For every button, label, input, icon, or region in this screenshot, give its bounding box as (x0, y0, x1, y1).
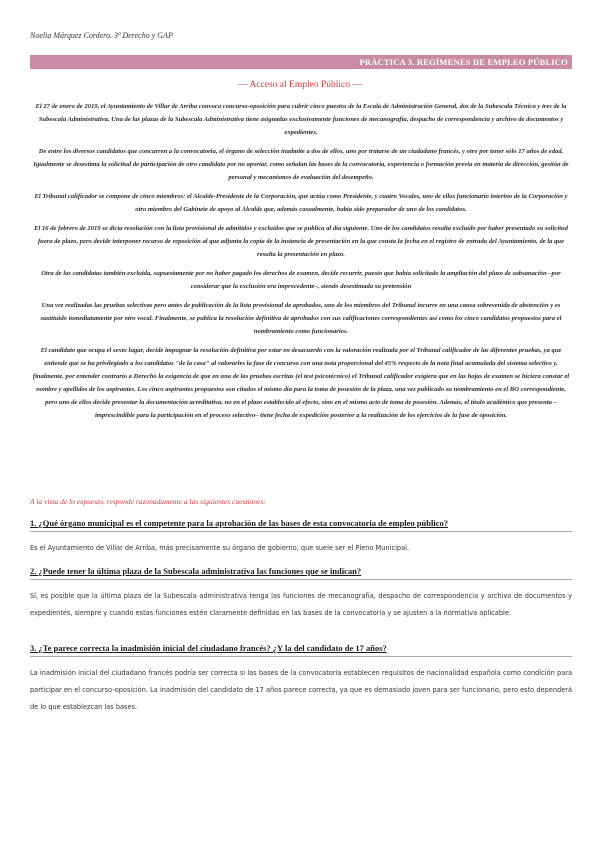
divider (30, 579, 572, 580)
question-title: 3. ¿Te parece correcta la inadmisión inicial del ciudadano francés? ¿Y la del candidato de 17 años? (30, 643, 387, 653)
question-title: 2. ¿Puede tener la última plaza de la Subescala administrativa las funciones que se indican? (30, 566, 362, 576)
case-paragraph: El candidato que ocupa el sexto lugar, decide impugnar la resolución definitiva por estar en desacuerdo con la valoración realizada por el Tribunal calificador de las diferentes pruebas, ya que entiende que se ha privilegiado a los candidatos "de la casa" al valorarles la fase de concurso con una nota proporcional del 45% respecto de la nota final acumulada del sistema selectivo y, finalmente, por entender contrario a Derecho la exigencia de que en una de las pruebas escritas (el test psicotécnico) el Tribunal calificador exigiera que en las hojas de examen se hiciera constar el nombre y apellidos de los aspirantes. Los cinco aspirantes propuestos son citados el mismo día para la toma de posesión de la plaza, una vez publicado su nombramiento en el BO correspondiente, pero uno de ellos decide presentar la documentación acreditativa, no en el plazo establecido al efecto, sino en el mismo acto de toma de posesión. Además, el título académico que presenta –imprescindible para la participación en el proceso selectivo– tiene fecha de expedición posterior a la realización de los ejercicios de la fase de oposición. (32, 347, 570, 419)
question-title: 1. ¿Qué órgano municipal es el competente para la aprobación de las bases de esta convocatoria de empleo público? (30, 518, 448, 528)
section-subtitle: — Acceso al Empleo Público — (238, 80, 362, 90)
question-block (30, 518, 572, 557)
instruction-text: A la vista de lo expuesto, responde razonadamente a las siguientes cuestiones: (30, 497, 266, 506)
practice-banner: PRÁCTICA 3. REGÍMENES DE EMPLEO PÚBLICO (30, 55, 572, 69)
question-block (30, 643, 572, 716)
case-paragraph: El 16 de febrero de 2019 se dicta resolución con la lista provisional de admitidos y excluidos que se publica al día siguiente. Uno de los candidatos resulta excluido por haber presentado su solicitud fuera de plazo, pero decide interponer recurso de reposición al que adjunta la copia de la instancia de presentación en la que consta la fecha en el registro de entrada del Ayuntamiento, de la que resulta la presentación en plazo. (34, 225, 568, 258)
case-paragraph: El 27 de enero de 2019, el Ayuntamiento de Villar de Arriba convoca concurso-oposición para cubrir cinco puestos de la Escala de Administración General, dos de la Subescala Técnica y tres de la Subescala Administrativa. Una de las plazas de la Subescala Administrativa tiene asignadas exclusivamente funciones de mecanografía, despacho de correspondencia y archivo de documentos y expedientes. (35, 103, 567, 136)
case-paragraph: El Tribunal calificador se compone de cinco miembros: el Alcalde-Presidente de la Corporación, que actúa como Presidente, y cuatro Vocales, uno de ellos funcionario interino de la Corporación y otro miembro del Gabinete de apoyo al Alcalde que, además casualmente, había sido preparador de uno de los candidatos. (34, 193, 568, 213)
question-answer: La inadmisión inicial del ciudadano francés podría ser correcta si las bases de la convocatoria establecen requisitos de nacionalidad española como condición para participar en el concurso-oposición. La inadmisión del candidato de 17 años parece correcta, ya que es demasiado joven para ser funcionario, pero esto dependerá de lo que establezcan las bases. (30, 669, 572, 711)
author-header: Noelia Márquez Cordero. 3º Derecho y GAP (30, 31, 173, 40)
case-statement (30, 100, 572, 428)
case-paragraph: Una vez realizadas las pruebas selectivas pero antes de publicación de la lista provisional de aprobados, uno de los miembros del Tribunal incurre en una causa sobrevenida de abstención y es sustituido inmediatamente por otro vocal. Finalmente, se publica la resolución definitiva de aprobados con sus calificaciones correspondientes así como los cinco candidatos propuestos para el nombramiento como funcionarios. (40, 302, 562, 335)
divider (30, 531, 572, 532)
question-answer: Es el Ayuntamiento de Villar de Arriba, más precisamente su órgano de gobierno, que suele ser el Pleno Municipal. (30, 544, 410, 552)
question-block (30, 566, 572, 622)
divider (30, 656, 572, 657)
case-paragraph: De entre los diversos candidatos que concurren a la convocatoria, el órgano de selección inadmite a dos de ellos, uno por tratarse de un ciudadano francés, y otro por tener sólo 17 años de edad. Igualmente se desestima la solicitud de participación de otro candidato por no aportar, como señalan las bases de la convocatoria, experiencia o formación previa en materia de dirección, gestión de personal y mecanismos de evaluación del desempeño. (33, 148, 569, 181)
case-paragraph: Otra de las candidatas también excluida, supuestamente por no haber pagado los derechos de examen, decide recurrir, puesto que había solicitado la ampliación del plazo de subsanación –por considerar que la exclusión era improcedente–, siendo desestimada su pretensión (41, 270, 561, 290)
question-answer: Sí, es posible que la última plaza de la Subescala administrativa tenga las funciones de mecanografía, despacho de correspondencia y archivo de documentos y expedientes, siempre y cuando estas funciones estén claramente definidas en las bases de la convocatoria y se ajusten a la normativa aplicable. (30, 592, 572, 617)
